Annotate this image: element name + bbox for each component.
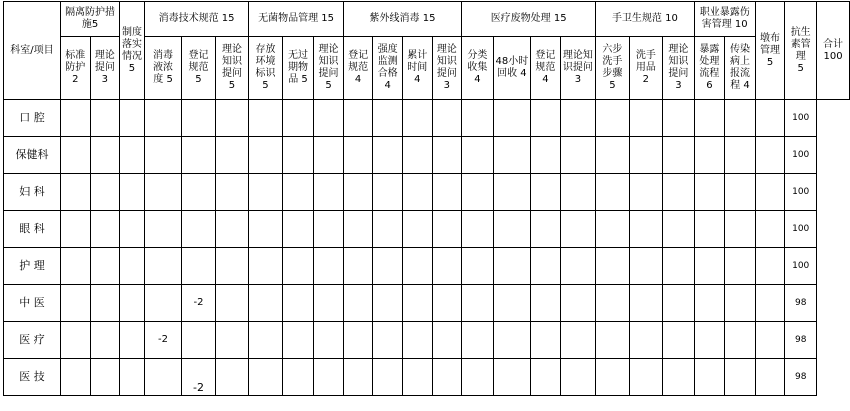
header-theory-question: 理论 提问 3: [90, 37, 120, 100]
row-dept-label: 口 腔: [4, 100, 61, 137]
cell-registration: -2: [193, 381, 204, 394]
header-group-hand-hygiene: 手卫生规范 10: [596, 2, 695, 37]
table-row: [4, 100, 850, 137]
table-row: [4, 285, 850, 322]
cell-disinfectant-concentration: -2: [144, 322, 181, 359]
header-group-waste: 医疗废物处理 15: [462, 2, 596, 37]
cell-registration: [182, 100, 216, 137]
header-registration: 登记 规范 5: [182, 37, 216, 100]
row-dept-label: 保健科: [4, 137, 61, 174]
cell-registration: [182, 137, 216, 174]
cell-disinfectant-concentration: [144, 137, 181, 174]
cell-total: 98: [785, 322, 817, 359]
row-dept-label: 医 疗: [4, 322, 61, 359]
header-group-sterile: 无菌物品管理 15: [249, 2, 344, 37]
header-group-mop: 墩布 管理 5: [755, 2, 785, 100]
cell-registration: [182, 211, 216, 248]
cell-total: 100: [785, 211, 817, 248]
header-group-system: 制度 落实 情况 5: [120, 2, 145, 100]
cell-disinfectant-concentration: [144, 100, 181, 137]
header-total: 合计 100: [817, 2, 850, 100]
header-group-disinfection: 消毒技术规范 15: [144, 2, 248, 37]
header-exposure-process: 暴露 处理 流程 6: [694, 37, 725, 100]
row-dept-label: 护 理: [4, 248, 61, 285]
header-theory-knowledge-2: 理论 知识 提问 5: [314, 37, 344, 100]
header-group-antibiotics: 抗生 素管 理 5: [785, 2, 817, 100]
cell-total: 100: [785, 248, 817, 285]
header-48h-recovery: 48小时 回收 4: [493, 37, 530, 100]
cell-disinfectant-concentration: [144, 211, 181, 248]
header-storage-environment: 存放 环境 标识 5: [249, 37, 282, 100]
cell-disinfectant-concentration: [144, 285, 181, 322]
row-dept-label: 医 技: [4, 359, 61, 396]
header-cumulative-time: 累计 时间 4: [402, 37, 432, 100]
table-row: [4, 174, 850, 211]
header-group-isolation: 隔离防护措施5: [60, 2, 119, 37]
table-row: [4, 359, 850, 396]
cell-disinfectant-concentration: [144, 359, 181, 396]
cell-registration: [182, 174, 216, 211]
cell-total: 100: [785, 100, 817, 137]
table-row: [4, 137, 850, 174]
table-row: [4, 211, 850, 248]
header-disinfectant-concentration: 消毒 液浓 度 5: [144, 37, 181, 100]
cell-registration: -2: [182, 285, 216, 322]
cell-total: 98: [785, 359, 817, 396]
row-dept-label: 眼 科: [4, 211, 61, 248]
cell-disinfectant-concentration: [144, 248, 181, 285]
header-group-uv: 紫外线消毒 15: [343, 2, 461, 37]
cell-registration: [182, 322, 216, 359]
header-dept-column: 科室/项目: [4, 2, 61, 100]
header-infectious-report: 传染 病上 报流 程 4: [725, 37, 756, 100]
row-dept-label: 中 医: [4, 285, 61, 322]
header-theory-knowledge-3: 理论 知识 提问 3: [432, 37, 462, 100]
header-theory-knowledge-1: 理论 知识 提问 5: [215, 37, 248, 100]
header-standard-protection: 标准 防护 2: [60, 37, 90, 100]
header-theory-knowledge-4: 理论知 识提问 3: [560, 37, 595, 100]
row-dept-label: 妇 科: [4, 174, 61, 211]
header-intensity-monitoring: 强度 监测 合格 4: [373, 37, 403, 100]
table-row: [4, 248, 850, 285]
header-waste-registration: 登记 规范 4: [531, 37, 561, 100]
cell-registration: [182, 248, 216, 285]
header-uv-registration: 登记 规范 4: [343, 37, 373, 100]
table-row: [4, 322, 850, 359]
header-theory-knowledge-5: 理论 知识 提问 3: [663, 37, 695, 100]
header-no-expired: 无过 期物 品 5: [282, 37, 314, 100]
cell-disinfectant-concentration: [144, 174, 181, 211]
header-classification: 分类 收集 4: [462, 37, 494, 100]
header-hand-supplies: 洗手 用品 2: [629, 37, 662, 100]
header-six-step-handwash: 六步 洗手 步骤 5: [596, 37, 629, 100]
header-group-occupational: 职业暴露伤害管理 10: [694, 2, 755, 37]
cell-total: 100: [785, 137, 817, 174]
cell-total: 98: [785, 285, 817, 322]
cell-total: 100: [785, 174, 817, 211]
inspection-score-table: [3, 1, 850, 396]
